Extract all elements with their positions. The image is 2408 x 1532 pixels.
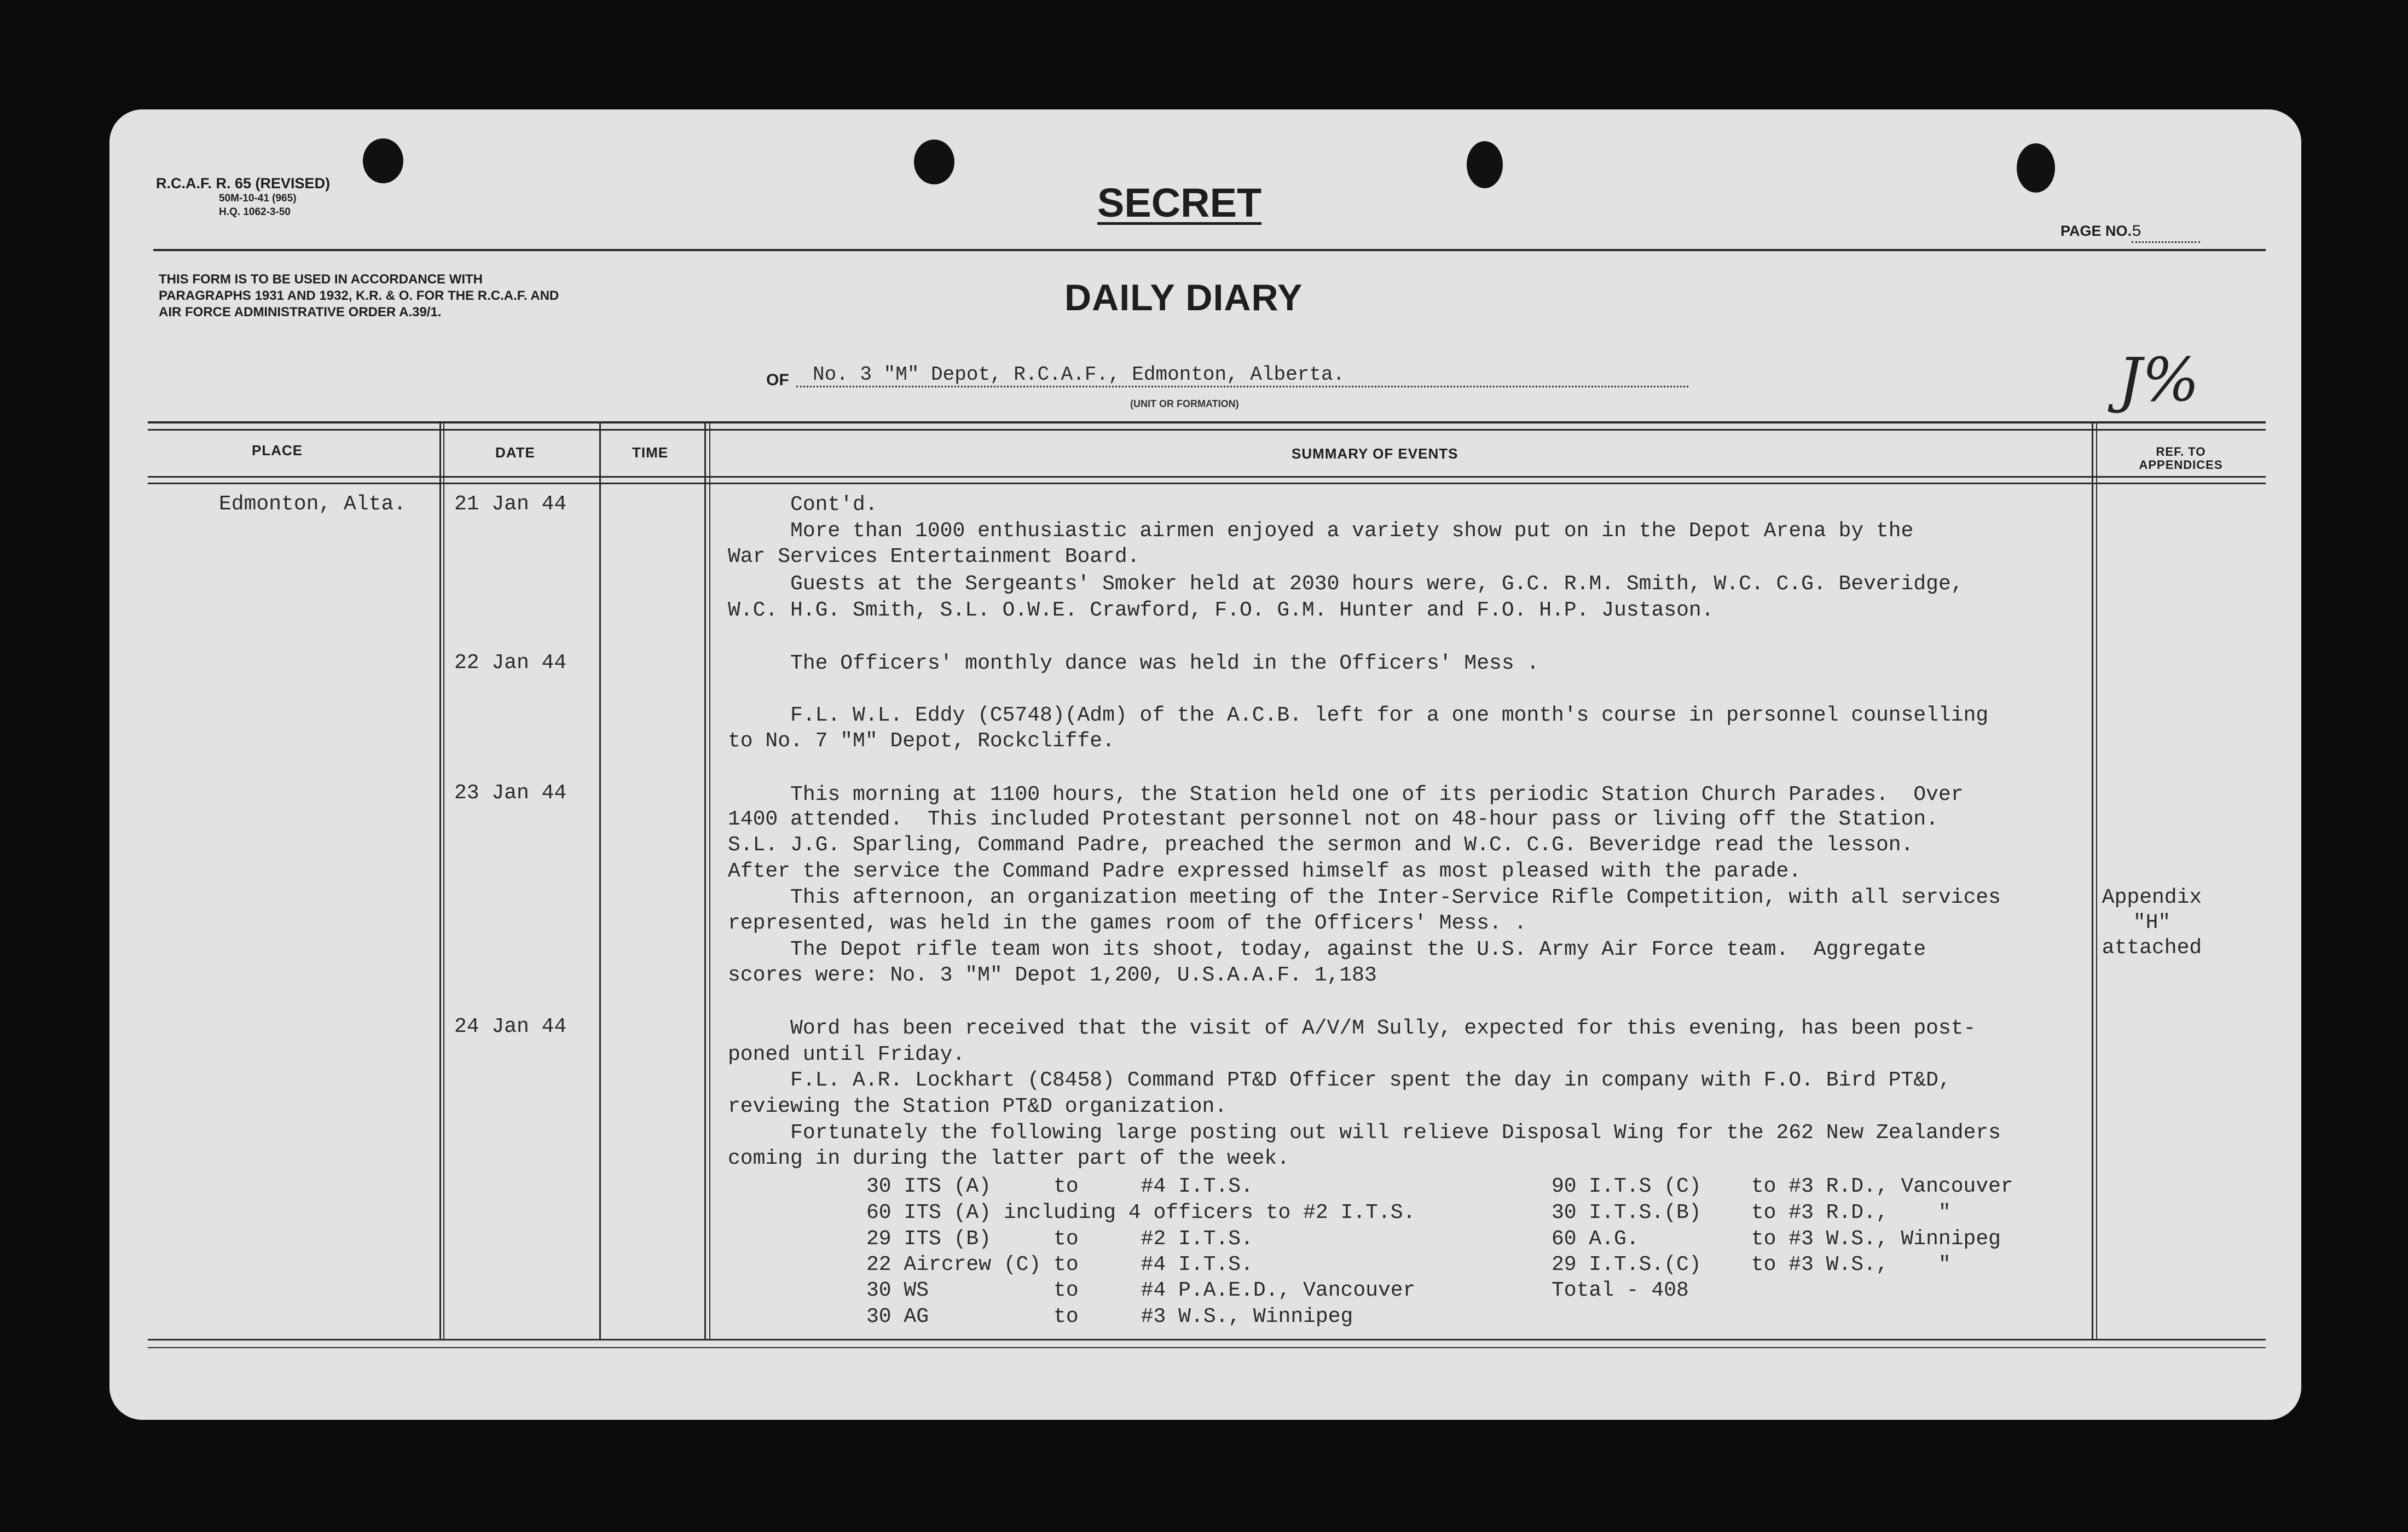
posting-row: 29 I.T.S.(C) to #3 W.S., " — [1552, 1253, 1951, 1276]
posting-row: 30 WS to #4 P.A.E.D., Vancouver — [866, 1279, 1416, 1302]
table-top-rule — [148, 429, 2266, 431]
posting-row: 60 A.G. to #3 W.S., Winnipeg — [1552, 1227, 2001, 1251]
table-header-rule — [148, 483, 2266, 484]
summary-line: This afternoon, an organization meeting of the Inter-Service Rifle Competition, with all services — [728, 886, 2001, 909]
summary-line: scores were: No. 3 "M" Depot 1,200, U.S.A.A.F. 1,183 — [728, 964, 1377, 987]
secret-heading: SECRET — [1097, 180, 1262, 225]
summary-line: F.L. W.L. Eddy (C5748)(Adm) of the A.C.B. left for a one month's course in personnel counselling — [728, 704, 1989, 727]
summary-line: Fortunately the following large posting out will relieve Disposal Wing for the 262 New Zealanders — [728, 1121, 2001, 1145]
date-cell: 24 Jan 44 — [454, 1015, 567, 1038]
column-divider — [704, 422, 706, 1339]
place-cell: Edmonton, Alta. — [219, 492, 407, 516]
appendix-reference — [2097, 885, 2207, 961]
column-header-ref-line2: APPENDICES — [2139, 458, 2223, 472]
punch-hole — [1467, 141, 1503, 188]
summary-line: Cont'd. — [728, 493, 878, 517]
appendix-line: "H" — [2133, 911, 2171, 935]
punch-hole — [914, 140, 954, 184]
posting-row: 30 AG to #3 W.S., Winnipeg — [866, 1305, 1353, 1328]
date-cell: 23 Jan 44 — [454, 781, 567, 805]
summary-line: Guests at the Sergeants' Smoker held at 2030 hours were, G.C. R.M. Smith, W.C. C.G. Beveridge, — [728, 572, 1964, 596]
column-header-date: DATE — [495, 444, 535, 461]
form-ref-line3: H.Q. 1062-3-50 — [219, 206, 291, 218]
summary-line: S.L. J.G. Sparling, Command Padre, preached the sermon and W.C. C.G. Beveridge read the lesson. — [728, 833, 1914, 857]
column-divider — [599, 422, 601, 1339]
summary-line: The Officers' monthly dance was held in the Officers' Mess . — [728, 652, 1539, 675]
table-header-rule — [148, 476, 2266, 478]
form-ref-line2: 50M-10-41 (965) — [219, 193, 297, 204]
unit-caption: (UNIT OR FORMATION) — [1130, 398, 1239, 409]
summary-line: More than 1000 enthusiastic airmen enjoyed a variety show put on in the Depot Arena by the — [728, 519, 1914, 543]
page-number-label: PAGE NO. — [2060, 223, 2132, 239]
table-bottom-rule — [148, 1347, 2266, 1348]
table-top-rule — [148, 421, 2266, 423]
summary-line: reviewing the Station PT&D organization. — [728, 1095, 1228, 1118]
date-cell: 22 Jan 44 — [454, 651, 567, 675]
page-number — [2060, 223, 2200, 243]
summary-line: poned until Friday. — [728, 1043, 965, 1066]
column-divider — [2092, 422, 2093, 1339]
diary-form-card — [109, 109, 2301, 1420]
column-header-ref — [2102, 445, 2260, 472]
summary-line: 1400 attended. This included Protestant personnel not on 48-hour pass or living off the Station. — [728, 808, 1938, 831]
column-divider — [2096, 422, 2097, 1339]
column-divider — [439, 422, 441, 1339]
table-bottom-rule — [148, 1339, 2266, 1340]
form-reference — [156, 175, 330, 219]
column-divider — [709, 422, 710, 1339]
date-cell: 21 Jan 44 — [454, 492, 567, 516]
punch-hole — [2017, 143, 2055, 193]
summary-line: War Services Entertainment Board. — [728, 545, 1140, 568]
posting-row: 90 I.T.S (C) to #3 R.D., Vancouver — [1552, 1175, 2013, 1198]
form-usage-note: THIS FORM IS TO BE USED IN ACCORDANCE WITH PARAGRAPHS 1931 AND 1932, K.R. & O. FOR THE R.C.A.F. AND AIR FORCE ADMINISTRATIVE ORDER A.39/1. — [159, 272, 559, 320]
unit-field: No. 3 "M" Depot, R.C.A.F., Edmonton, Alberta. — [796, 363, 1688, 387]
summary-line: Word has been received that the visit of A/V/M Sully, expected for this evening, has been post- — [728, 1017, 1976, 1040]
posting-total: Total - 408 — [1552, 1279, 1689, 1302]
posting-row: 60 ITS (A) including 4 officers to #2 I.T.S. — [866, 1201, 1416, 1225]
summary-line: represented, was held in the games room of the Officers' Mess. . — [728, 912, 1527, 935]
page-number-value: 5 — [2132, 223, 2200, 243]
column-header-place: PLACE — [252, 442, 303, 459]
column-header-summary: SUMMARY OF EVENTS — [1292, 445, 1458, 462]
appendix-line: attached — [2102, 936, 2202, 960]
summary-line: The Depot rifle team won its shoot, today, against the U.S. Army Air Force team. Aggregate — [728, 938, 1926, 961]
posting-row: 30 ITS (A) to #4 I.T.S. — [866, 1175, 1253, 1198]
summary-line: coming in during the latter part of the week. — [728, 1147, 1290, 1170]
summary-line: W.C. H.G. Smith, S.L. O.W.E. Crawford, F.O. G.M. Hunter and F.O. H.P. Justason. — [728, 599, 1714, 622]
summary-line: This morning at 1100 hours, the Station held one of its periodic Station Church Parades. Over — [728, 783, 1964, 806]
summary-line: F.L. A.R. Lockhart (C8458) Command PT&D Officer spent the day in company with F.O. Bird PT&D, — [728, 1069, 1951, 1092]
column-divider — [443, 422, 444, 1339]
appendix-line: Appendix — [2102, 886, 2202, 909]
page-title: DAILY DIARY — [1064, 277, 1303, 318]
summary-line: to No. 7 "M" Depot, Rockcliffe. — [728, 729, 1115, 753]
posting-row: 30 I.T.S.(B) to #3 R.D., " — [1552, 1201, 1951, 1225]
header-rule — [153, 249, 2266, 251]
punch-hole — [363, 138, 403, 183]
column-header-ref-line1: REF. TO — [2156, 445, 2206, 459]
summary-line: After the service the Command Padre expressed himself as most pleased with the parade. — [728, 860, 1802, 883]
handwritten-initials: J% — [2118, 345, 2199, 415]
unit-of-label: OF — [766, 371, 789, 389]
form-ref-line1: R.C.A.F. R. 65 (REVISED) — [156, 175, 331, 192]
posting-row: 29 ITS (B) to #2 I.T.S. — [866, 1227, 1253, 1251]
posting-row: 22 Aircrew (C) to #4 I.T.S. — [866, 1253, 1253, 1276]
column-header-time: TIME — [632, 444, 669, 461]
